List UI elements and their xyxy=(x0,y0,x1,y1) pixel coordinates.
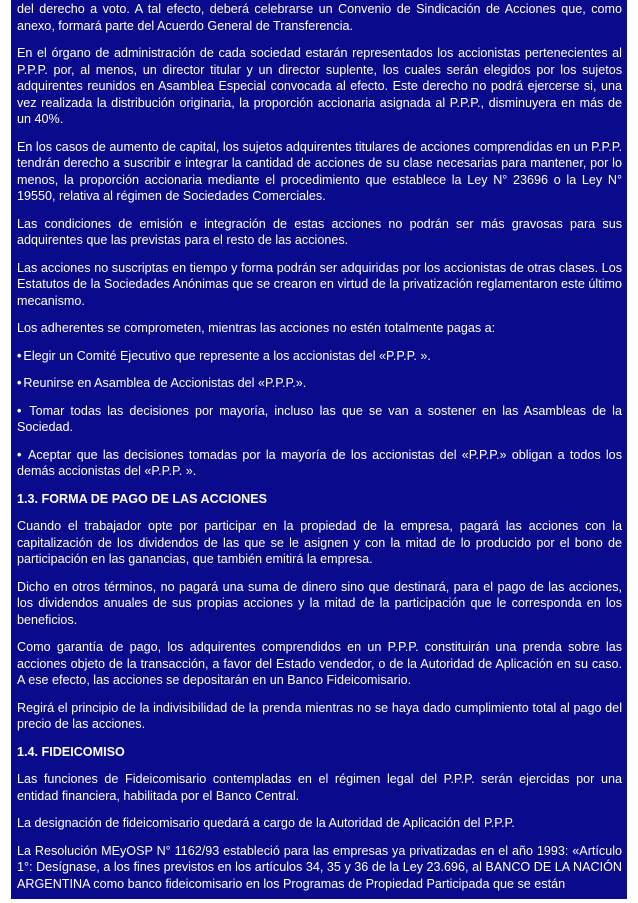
bullet-text: Reunirse en Asamblea de Accionistas del «P.P.P.». xyxy=(23,376,307,390)
bullet-icon: • xyxy=(17,376,22,390)
bullet-icon: • xyxy=(17,447,22,462)
bullet-text: Elegir un Comité Ejecutivo que represente a los accionistas del «P.P.P. ». xyxy=(23,348,431,363)
paragraph-issue-conditions: Las condiciones de emisión e integración de estas acciones no podrán ser más gravosas para sus adquirentes que las previstas para el resto de las acciones. xyxy=(17,216,622,247)
bullet-item xyxy=(17,447,622,480)
paragraph-unsubscribed-shares: Las acciones no suscriptas en tiempo y forma podrán ser adquiridas por los accionistas de otras clases. Los Estatutos de la Sociedades Anónimas que se crearon en virtud de la privatización reglamentaron este último mecanismo. xyxy=(17,260,622,308)
paragraph-trustee-designation: La designación de fideicomisario quedará a cargo de la Autoridad de Aplicación del P.P.P. xyxy=(17,816,515,830)
paragraph-voting-rights: del derecho a voto. A tal efecto, deberá celebrarse un Convenio de Sindicación de Acciones que, como anexo, formará parte del Acuerdo General de Transferencia. xyxy=(17,2,622,33)
bullet-icon: • xyxy=(17,348,22,363)
paragraph-trustee-functions: Las funciones de Fideicomisario contempladas en el régimen legal del P.P.P. serán ejercidas por una entidad financiera, habilitada por el Banco Central. xyxy=(17,772,622,803)
document-body xyxy=(17,1,622,899)
paragraph-resolution-1162: La Resolución MEyOSP N° 1162/93 estableció para las empresas ya privatizadas en el año 1993: «Artículo 1°: Desígnase, a los fines previstos en los artículos 34, 35 y 36 de la Ley 23.696, al BANCO DE LA NACIÓN ARGENTINA como banco fideicomisario en los Programas de Propiedad Participada que se están xyxy=(17,843,622,891)
document-page xyxy=(11,0,627,899)
section-heading-trust: 1.4. FIDEICOMISO xyxy=(17,744,125,759)
paragraph-capital-increase: En los casos de aumento de capital, los sujetos adquirentes titulares de acciones comprendidas en un P.P.P. tendrán derecho a suscribir e integrar la cantidad de acciones de su clase necesarias para mantener, por lo menos, la proporción accionaria mediante el procedimiento que establece la Ley N° 23696 o la Ley N° 19550, relativa al régimen de Sociedades Comerciales. xyxy=(17,139,622,203)
paragraph-board-representation: En el órgano de administración de cada sociedad estarán representados los accionistas pertenecientes al P.P.P. por, al menos, un director titular y un director suplente, los cuales serán elegidos por los sujetos adquirentes reunidos en Asamblea Especial convocada al efecto. Este derecho no podrá ejercerse si, una vez realizada la distribución originaria, la proporción accionaria asignada al P.P.P., disminuyera en más de un 40%. xyxy=(17,46,622,126)
bullet-text: Aceptar que las decisiones tomadas por la mayoría de los accionistas del «P.P.P.» obligan a todos los demás accionistas del «P.P.P. ». xyxy=(17,447,622,478)
bullet-item xyxy=(17,348,622,365)
bullet-icon: • xyxy=(17,403,22,418)
paragraph-payment-other-terms: Dicho en otros términos, no pagará una suma de dinero sino que destinará, para el pago de las acciones, los dividendos anuales de sus propias acciones y la mitad de la participación que le corresponda en los beneficios. xyxy=(17,579,622,627)
section-heading-payment: 1.3. FORMA DE PAGO DE LAS ACCIONES xyxy=(17,491,268,506)
bullet-item xyxy=(17,375,622,392)
bullet-item xyxy=(17,403,622,436)
bullet-text: Tomar todas las decisiones por mayoría, incluso las que se van a sostener en las Asambleas de la Sociedad. xyxy=(17,403,622,434)
paragraph-payment-guarantee: Como garantía de pago, los adquirentes comprendidos en un P.P.P. constituirán una prenda sobre las acciones objeto de la transacción, a favor del Estado vendedor, o de la Autoridad de Aplicación en su caso. A ese efecto, las acciones se depositarán en un Banco Fideicomisario. xyxy=(17,640,622,687)
paragraph-commitments-intro: Los adherentes se comprometen, mientras las acciones no estén totalmente pagas a: xyxy=(17,321,496,335)
paragraph-pledge-indivisibility: Regirá el principio de la indivisibilidad de la prenda mientras no se haya dado cumplimiento total al pago del precio de las acciones. xyxy=(17,700,622,731)
paragraph-payment-method: Cuando el trabajador opte por participar en la propiedad de la empresa, pagará las acciones con la capitalización de los dividendos de las que se le asignen y con la mitad de lo producido por el bono de participación en las ganancias, que también emitirá la empresa. xyxy=(17,519,622,566)
